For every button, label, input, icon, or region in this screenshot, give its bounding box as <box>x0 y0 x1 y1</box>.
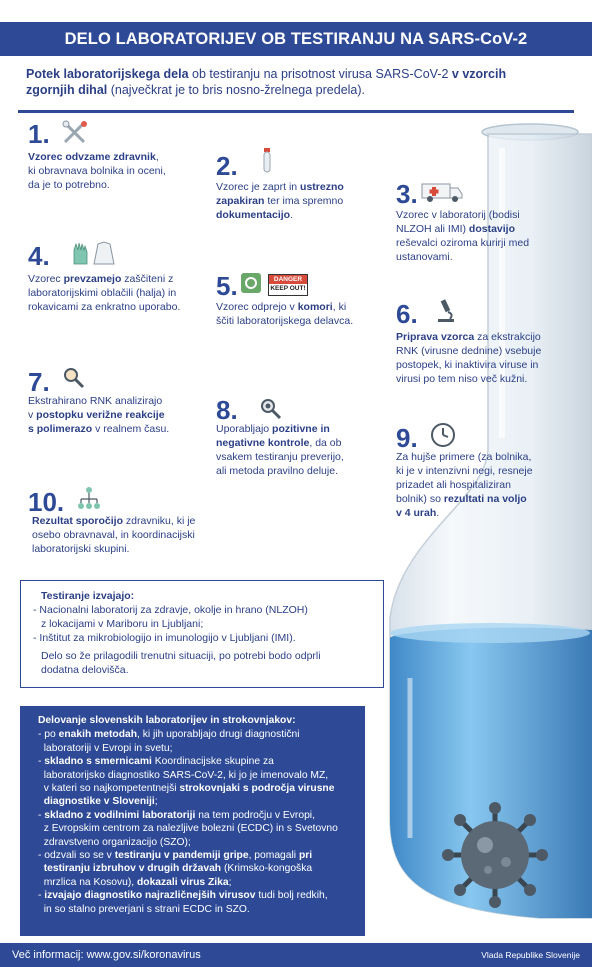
step-5-text: Vzorec odprejo v komori, ki ščiti laboratorijskega delavca. <box>216 301 354 327</box>
labs-line-segment: ; <box>154 796 158 808</box>
labs-line-segment: skladno s smernicami <box>44 756 152 768</box>
page-title: DELO LABORATORIJEV OB TESTIRANJU NA SARS-CoV-2 <box>0 22 592 56</box>
labs-line-segment: , ki jih uporabljajo drugi diagnostični <box>137 729 300 741</box>
step-10-text: Rezultat sporočijo zdravniku, ki je osebo obravnaval, in koordinacijski laboratorijski skupini. <box>32 515 196 555</box>
danger-sign-line2: KEEP OUT! <box>270 285 306 292</box>
labs-line-segment: (Krimsko-kongoška <box>221 863 313 875</box>
intro-text-2: (največkrat je to bris nosno-žrelnega predela). <box>107 83 366 97</box>
testing-item-2: z lokacijami v Mariboru in Ljubljani; <box>41 618 204 630</box>
step-2-text: Vzorec je zaprt in ustrezno zapakiran ter ima spremno dokumentacijo. <box>216 181 344 221</box>
labs-line <box>38 769 353 782</box>
intro-bold-2: v vzorcih zgornjih dihal <box>26 67 507 97</box>
intro-bold-1: Potek laboratorijskega dela <box>26 67 189 81</box>
labs-line-segment: ; <box>228 876 232 888</box>
labs-line-segment: zdravstveno organizacijo (SZO); <box>38 836 191 848</box>
footer-link[interactable]: Več informacij: www.gov.si/koronavirus <box>12 949 201 961</box>
step-6-number: 6. <box>396 299 418 329</box>
swab-icon <box>62 120 88 146</box>
danger-sign <box>268 274 308 296</box>
labs-line-segment: tudi bolj redkih, <box>255 890 328 902</box>
labs-line-segment: - po <box>38 729 59 741</box>
labs-line <box>38 822 353 835</box>
virus-magnifier-icon <box>258 396 284 420</box>
testing-box <box>20 580 384 688</box>
glove-icon <box>70 240 118 266</box>
labs-line-segment: Koordinacijske skupine za <box>151 756 274 768</box>
footer-credit: Vlada Republike Slovenije <box>481 950 580 960</box>
labs-heading: Delovanje slovenskih laboratorijev in strokovnjakov: <box>38 715 296 726</box>
labs-line-segment: mrzlica na Kosovu), <box>38 876 137 888</box>
labs-line-segment: enakih metodah <box>58 729 137 741</box>
step-7-number: 7. <box>28 367 50 397</box>
intro-text <box>26 66 546 98</box>
testing-note-1: Delo so že prilagodili trenutni situaciji, po potrebi bodo odprli <box>41 650 321 662</box>
labs-line-segment: - <box>38 890 45 902</box>
labs-line-segment: - <box>38 809 45 821</box>
step-7-text: Ekstrahirano RNK analizirajo v postopku verižne reakcije s polimerazo v realnem času. <box>28 395 170 435</box>
labs-line <box>38 889 353 902</box>
footer <box>0 943 592 967</box>
network-icon <box>76 486 102 512</box>
labs-line <box>38 782 353 795</box>
virus-illustration <box>440 800 550 910</box>
step-10-number: 10. <box>28 487 65 517</box>
labs-line-segment: - <box>38 756 45 768</box>
intro-text-1: ob testiranju na prisotnost virusa SARS-CoV-2 <box>188 67 452 81</box>
labs-line-segment: diagnostike v Sloveniji <box>38 796 155 808</box>
labs-line-segment: dokazali virus Zika <box>137 876 229 888</box>
labs-box <box>20 706 365 936</box>
labs-line <box>38 903 353 916</box>
labs-line-segment: testiranju izbruhov v drugih državah <box>38 863 222 875</box>
labs-line <box>38 862 353 875</box>
labs-line-segment: laboratoriji v Evropi in svetu; <box>38 742 173 754</box>
labs-line-segment: strokovnjaki s področja virusne <box>179 783 335 795</box>
labs-line-segment: laboratorijsko diagnostiko SARS-CoV-2, ki jo je imenovalo MZ, <box>38 769 329 781</box>
labs-line-segment: skladno z vodilnimi laboratoriji <box>44 809 196 821</box>
labs-line <box>38 836 353 849</box>
test-tube-icon <box>260 148 274 176</box>
testing-item-1: - Nacionalni laboratorij za zdravje, okolje in hrano (NLZOH) <box>33 604 308 616</box>
danger-sign-line1: DANGER <box>269 275 307 284</box>
header-divider <box>18 110 574 113</box>
step-3-text: Vzorec v laboratorij (bodisi NLZOH ali IMI) dostavijo reševalci oziroma kurirji med ustanovami. <box>396 209 530 263</box>
testing-heading: Testiranje izvajajo: <box>41 590 135 602</box>
labs-line <box>38 849 353 862</box>
step-1-text: Vzorec odvzame zdravnik, ki obravnava bolnika in oceni, da je to potrebno. <box>28 151 166 191</box>
step-2-number: 2. <box>216 151 238 181</box>
step-9-text: Za hujše primere (za bolnika, ki je v intenzivni negi, resneje prizadet ali hospitaliziran bolnik) so rezultati na voljo v 4 urah. <box>396 451 533 519</box>
step-8-text: Uporabljajo pozitivne in negativne kontrole, da ob vsakem testiranju preverijo, ali metoda pravilno deluje. <box>216 423 344 477</box>
labs-line-segment: z Evropskim centrom za nalezljive bolezni (ECDC) in s Svetovno <box>38 823 338 835</box>
labs-line <box>38 795 353 808</box>
testing-item-3: - Inštitut za mikrobiologijo in imunologijo v Ljubljani (IMI). <box>33 632 296 644</box>
labs-line <box>38 809 353 822</box>
step-4-number: 4. <box>28 241 50 271</box>
labs-line-segment: testiranju v pandemiji gripe <box>114 850 249 862</box>
labs-line-segment: in so stalno preverjani s strani ECDC in SZO. <box>38 903 250 915</box>
biohazard-chamber-icon <box>240 272 262 294</box>
ambulance-icon <box>420 180 464 204</box>
labs-line-segment: v kateri so najkompetentnejši <box>38 783 180 795</box>
step-3-number: 3. <box>396 179 418 209</box>
clock-icon <box>430 422 456 448</box>
step-6-text: Priprava vzorca za ekstrakcijo RNK (virusne dednine) vsebuje postopek, ki inaktivira viruse in virusi po tem niso več kužni. <box>396 331 542 385</box>
testing-note-2: dodatna delovišča. <box>41 664 129 676</box>
microscope-icon <box>434 298 458 324</box>
step-5-number: 5. <box>216 271 238 301</box>
step-4-text: Vzorec prevzamejo zaščiteni z laboratorijskimi oblačili (halja) in rokavicami za enkratno uporabo. <box>28 273 181 313</box>
labs-line-segment: , pomagali <box>248 850 299 862</box>
labs-line <box>38 742 353 755</box>
labs-line-segment: pri <box>298 850 313 862</box>
labs-line <box>38 728 353 741</box>
labs-line-segment: na tem področju v Evropi, <box>195 809 315 821</box>
labs-line-segment: - odzvali so se v <box>38 850 115 862</box>
magnifier-icon <box>62 366 86 390</box>
labs-line-segment: izvajajo diagnostiko najrazličnejših virusov <box>44 890 256 902</box>
step-8-number: 8. <box>216 395 238 425</box>
labs-line <box>38 876 353 889</box>
labs-line <box>38 755 353 768</box>
step-9-number: 9. <box>396 423 418 453</box>
step-1-number: 1. <box>28 119 50 149</box>
